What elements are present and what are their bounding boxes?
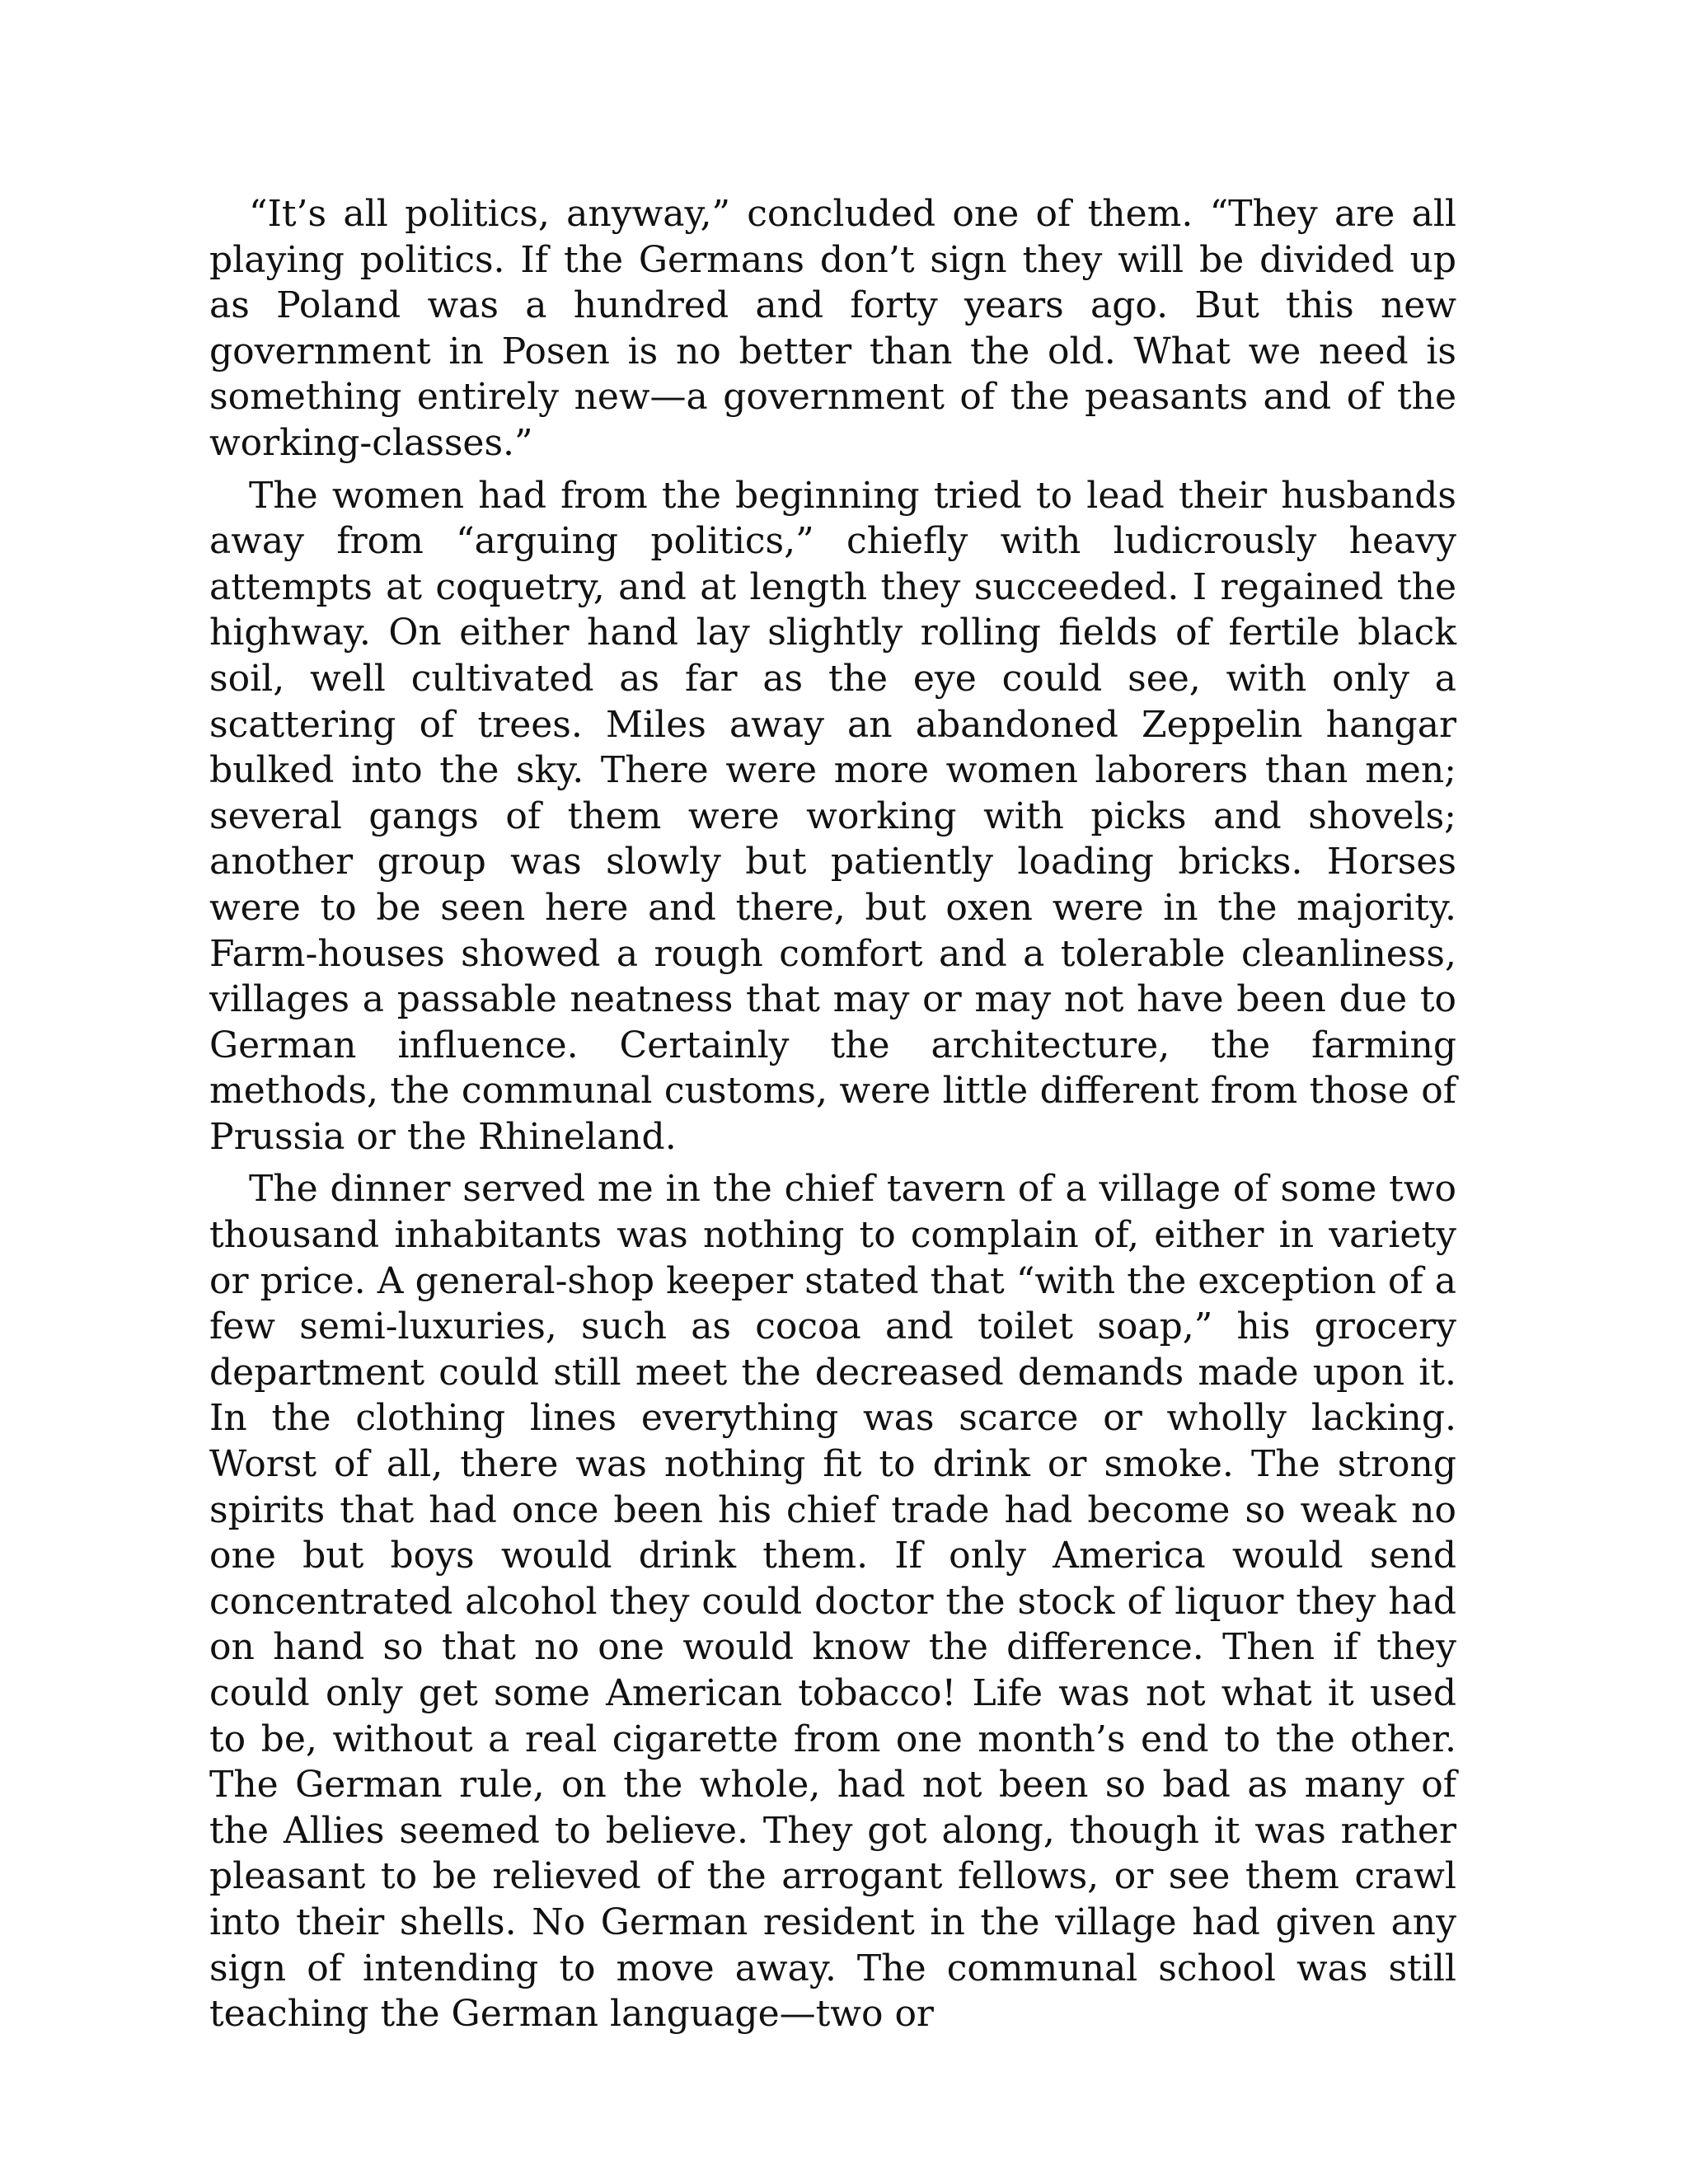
paragraph-1: “It’s all politics, anyway,” concluded one of them. “They are all playing politics. If the Germans don’t sign they will be divided up as Poland was a hundred and forty years ago. But this new government in Posen is no better than the old. What we need is something entirely new—a government of the peasants and of the working-classes.” <box>209 193 1456 464</box>
body-text <box>209 191 1456 2037</box>
paragraph-2: The women had from the beginning tried to lead their husbands away from “arguing politics,” chiefly with ludicrously heavy attempts at coquetry, and at length they succeeded. I regained the highway. On either hand lay slightly rolling fields of fertile black soil, well cultivated as far as the eye could see, with only a scattering of trees. Miles away an abandoned Zeppelin hangar bulked into the sky. There were more women laborers than men; several gangs of them were working with picks and shovels; another group was slowly but patiently loading bricks. Horses were to be seen here and there, but oxen were in the majority. Farm-houses showed a rough comfort and a tolerable cleanliness, villages a passable neatness that may or may not have been due to German influence. Certainly the architecture, the farming methods, the communal customs, were little different from those of Prussia or the Rhineland. <box>209 474 1456 1158</box>
paragraph-3: The dinner served me in the chief tavern of a village of some two thousand inhabitants was nothing to complain of, either in variety or price. A general-shop keeper stated that “with the exception of a few semi-luxuries, such as cocoa and toilet soap,” his grocery department could still meet the decreased demands made upon it. In the clothing lines everything was scarce or wholly lacking. Worst of all, there was nothing fit to drink or smoke. The strong spirits that had once been his chief trade had become so weak no one but boys would drink them. If only America would send concentrated alcohol they could doctor the stock of liquor they had on hand so that no one would know the difference. Then if they could only get some American tobacco! Life was not what it used to be, without a real cigarette from one month’s end to the other. The German rule, on the whole, had not been so bad as many of the Allies seemed to believe. They got along, though it was rather pleasant to be relieved of the arrogant fellows, or see them crawl into their shells. No German resident in the village had given any sign of intending to move away. The communal school was still teaching the German language—two or <box>209 1168 1456 2036</box>
